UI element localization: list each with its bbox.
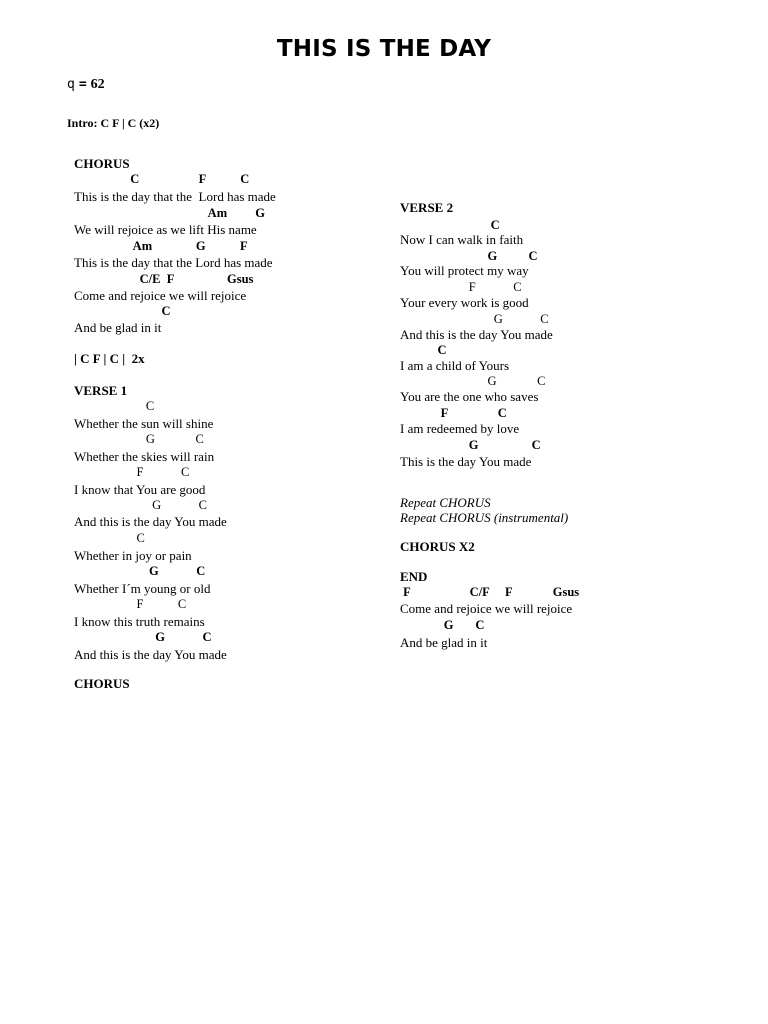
chord-line: G C (74, 432, 204, 446)
lyric-line: This is the day that the Lord has made (74, 189, 276, 204)
lyric-line: Now I can walk in faith (400, 232, 524, 247)
chord-line: F C/F F Gsus (400, 585, 580, 599)
chord-line: C (74, 304, 171, 318)
song-title: THIS IS THE DAY (276, 36, 492, 62)
repeat-chorus-instrumental-note: Repeat CHORUS (instrumental) (400, 510, 569, 525)
chord-line: G C (74, 630, 212, 644)
chord-line: G C (400, 249, 538, 263)
chord-line: G C (74, 564, 206, 578)
chorus-reference: CHORUS (74, 676, 130, 691)
repeat-chorus-note: Repeat CHORUS (400, 495, 491, 510)
verse2-heading: VERSE 2 (400, 200, 454, 215)
lyric-line: I am redeemed by love (400, 421, 520, 436)
chord-line: C/E F Gsus (74, 272, 254, 286)
quarter-note-symbol: q (67, 77, 75, 92)
chord-line: G C (400, 438, 541, 452)
chorus-x2-heading: CHORUS X2 (400, 539, 475, 554)
intro-line: Intro: C F | C (x2) (67, 116, 160, 130)
lyric-line: And be glad in it (400, 635, 488, 650)
chord-line: G C (400, 618, 485, 632)
chord-line: G C (400, 312, 549, 326)
chord-line: C F C (74, 172, 250, 186)
verse1-heading: VERSE 1 (74, 383, 128, 398)
lyric-line: And be glad in it (74, 320, 162, 335)
lyric-line: Come and rejoice we will rejoice (400, 601, 573, 616)
chord-line: F C (74, 597, 187, 611)
chorus-heading: CHORUS (74, 156, 130, 171)
lyric-line: Your every work is good (400, 295, 529, 310)
lyric-line: This is the day that the Lord has made (74, 255, 273, 270)
lyric-line: Whether I´m young or old (74, 581, 211, 596)
chord-line: Am G (74, 206, 265, 220)
lyric-line: This is the day You made (400, 454, 532, 469)
lyric-line: Whether the skies will rain (74, 449, 215, 464)
bar-line: | C F | C | 2x (74, 351, 145, 366)
chord-line: F C (74, 465, 190, 479)
tempo-equals: = (78, 77, 87, 92)
lyric-line: And this is the day You made (400, 327, 553, 342)
chord-line: Am G F (74, 239, 248, 253)
lyric-line: We will rejoice as we lift His name (74, 222, 257, 237)
tempo-marking (67, 76, 105, 93)
lyric-line: Whether in joy or pain (74, 548, 192, 563)
lyric-line: I am a child of Yours (400, 358, 510, 373)
chord-line: F C (400, 280, 522, 294)
chord-line: G C (400, 374, 546, 388)
chord-line: C (74, 531, 145, 545)
tempo-bpm: 62 (90, 77, 105, 92)
chord-line: F C (400, 406, 507, 420)
lyric-line: And this is the day You made (74, 647, 227, 662)
lyric-line: Come and rejoice we will rejoice (74, 288, 247, 303)
lyric-line: You will protect my way (400, 263, 529, 278)
lyric-line: I know that You are good (74, 482, 206, 497)
chord-line: C (400, 343, 447, 357)
chord-line: G C (74, 498, 207, 512)
lyric-line: Whether the sun will shine (74, 416, 214, 431)
chord-line: C (400, 218, 500, 232)
lyric-line: And this is the day You made (74, 514, 227, 529)
lyric-line: I know this truth remains (74, 614, 205, 629)
chord-line: C (74, 399, 155, 413)
lyric-line: You are the one who saves (400, 389, 539, 404)
end-heading: END (400, 569, 428, 584)
